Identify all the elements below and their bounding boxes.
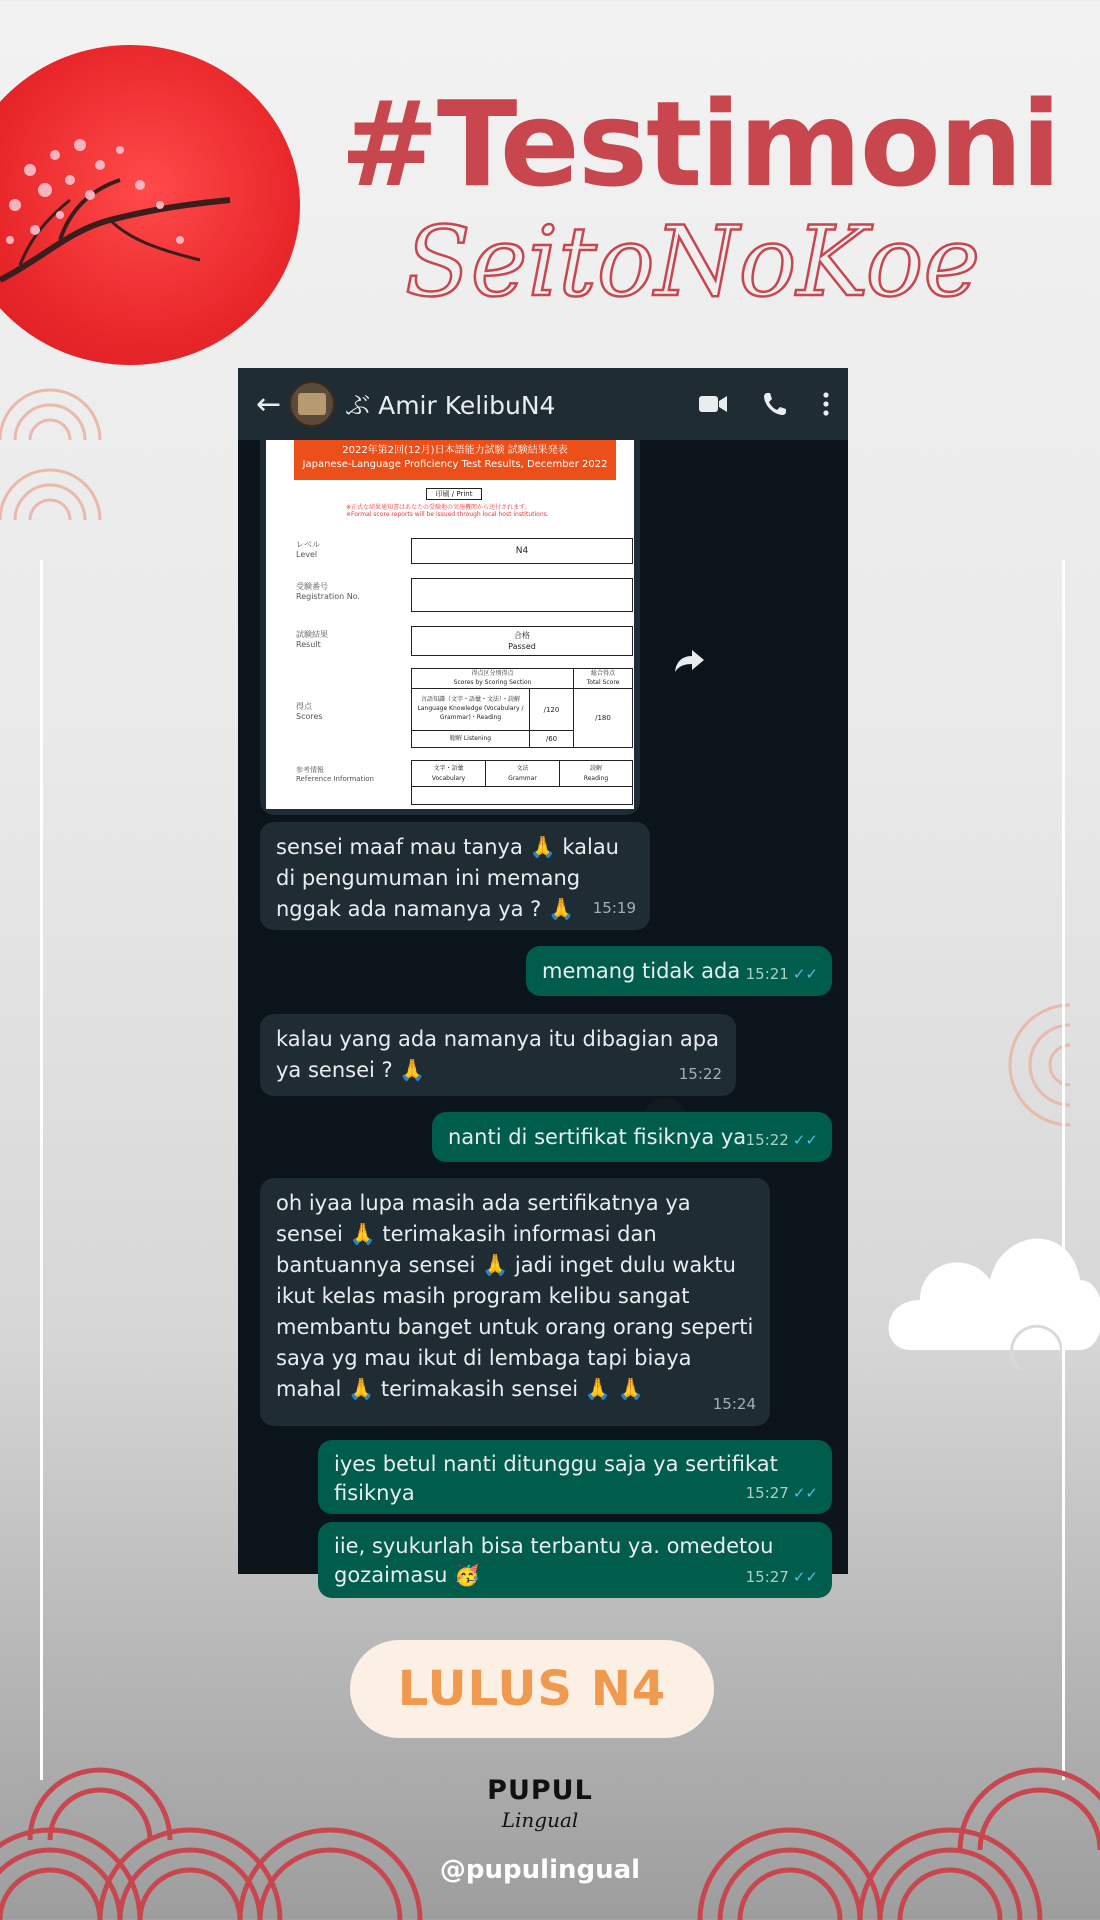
message-text: oh iyaa lupa masih ada sertifikatnya ya sensei 🙏 terimakasih informasi dan bantuannya sensei 🙏 jadi inget dulu waktu ikut kelas masih program kelibu sangat membantu banget untuk orang orang seperti saya yg mau ikut di lembaga tapi biaya mahal 🙏 terimakasih sensei 🙏 🙏 xyxy=(276,1191,754,1401)
doc-header: 2022年第2回(12月)日本語能力試験 試験結果発表 Japanese-Language Proficiency Test Results, December 2022 xyxy=(294,440,616,480)
title-script xyxy=(395,190,1035,340)
back-arrow-icon[interactable]: ← xyxy=(256,386,282,422)
read-ticks-icon: ✓✓ xyxy=(792,1568,818,1586)
contact-name[interactable]: ぶ Amir KelibuN4 xyxy=(345,391,556,420)
image-message[interactable] xyxy=(260,440,640,815)
print-button: 印刷 / Print xyxy=(426,488,482,500)
message-outgoing[interactable] xyxy=(318,1522,832,1598)
message-text: kalau yang ada namanya itu dibagian apa ya sensei ? 🙏 xyxy=(276,1027,719,1082)
chat-area[interactable] xyxy=(238,440,848,1587)
phone-call-icon[interactable] xyxy=(762,391,788,417)
read-ticks-icon: ✓✓ xyxy=(792,965,818,983)
message-time: 15:24 xyxy=(712,1395,756,1413)
wave-pattern-decoration xyxy=(0,320,130,540)
result-box: 合格 Passed xyxy=(411,626,633,656)
result-badge: LULUS N4 xyxy=(350,1640,714,1738)
forward-icon[interactable] xyxy=(670,640,710,680)
message-time: 15:22 xyxy=(678,1065,722,1083)
read-ticks-icon: ✓✓ xyxy=(792,1484,818,1502)
message-text: memang tidak ada xyxy=(542,959,741,983)
jlpt-result-document: 2022年第2回(12月)日本語能力試験 試験結果発表 Japanese-Language Proficiency Test Results, December 2022 印刷 / Print ※正式な結果通知書はあなたの受験地の実施機関から送付されます。 ※Formal score reports will be issued through local host institutions. レベル Level N4 受験番号 Registration No. 試験結果 Result 合格 Passed 得点 Scores 得点区分別得点 Scores by Scoring Section 総合得点 Total Score 言語知識（文字・語彙・文法）・読解 Language Knowledge (Vocabulary / Grammar)・Reading /120 /180 聴解 Listening /60 参考情報 Reference Information 文字・語彙 Vocabulary 文法 Grammar 読解 Reading xyxy=(266,440,634,809)
avatar[interactable] xyxy=(289,381,335,427)
level-value: N4 xyxy=(411,538,633,564)
message-time: 15:27 ✓✓ xyxy=(745,1568,818,1586)
message-text: iyes betul nanti ditunggu saja ya sertifikat fisiknya xyxy=(334,1452,778,1505)
brand-logo: PUPUL xyxy=(487,1775,593,1806)
wave-pattern-right-decoration xyxy=(940,985,1080,1145)
registration-box xyxy=(411,578,633,612)
menu-dots-icon[interactable] xyxy=(822,391,830,417)
message-time: 15:27 ✓✓ xyxy=(745,1484,818,1502)
message-time: 15:21 ✓✓ xyxy=(745,965,818,983)
reference-table: 文字・語彙 Vocabulary 文法 Grammar 読解 Reading xyxy=(411,760,633,805)
message-text: sensei maaf mau tanya 🙏 kalau di pengumuman ini memang nggak ada namanya ya ? 🙏 xyxy=(276,835,619,921)
frame-line-right xyxy=(1062,560,1065,1780)
message-incoming[interactable] xyxy=(260,1178,770,1426)
cloud-decoration xyxy=(870,1170,1100,1400)
whatsapp-screenshot xyxy=(238,368,848,1587)
cherry-blossom-branch-decoration xyxy=(0,110,240,320)
chat-header xyxy=(238,368,848,440)
message-outgoing[interactable] xyxy=(526,946,832,996)
read-ticks-icon: ✓✓ xyxy=(792,1131,818,1149)
message-text: iie, syukurlah bisa terbantu ya. omedetou gozaimasu 🥳 xyxy=(334,1534,774,1587)
message-text: nanti di sertifikat fisiknya ya xyxy=(448,1125,747,1149)
title-hashtag: #Testimoni xyxy=(340,75,1060,213)
scores-table: 得点区分別得点 Scores by Scoring Section 総合得点 Total Score 言語知識（文字・語彙・文法）・読解 Language Knowledge (Vocabulary / Grammar)・Reading /120 /180 聴解 Listening /60 xyxy=(411,668,633,748)
message-time: 15:19 xyxy=(592,899,636,917)
message-outgoing[interactable] xyxy=(432,1112,832,1162)
message-time: 15:22 ✓✓ xyxy=(745,1131,818,1149)
message-outgoing[interactable] xyxy=(318,1440,832,1514)
svg-text:SeitoNoKoe: SeitoNoKoe xyxy=(405,206,981,318)
brand-handle: @pupulingual xyxy=(439,1855,641,1885)
brand-logo-sub: Lingual xyxy=(501,1808,579,1832)
message-incoming[interactable] xyxy=(260,822,650,930)
video-call-icon[interactable] xyxy=(698,393,728,415)
message-incoming[interactable] xyxy=(260,1014,736,1096)
frame-line-left xyxy=(40,560,43,1780)
